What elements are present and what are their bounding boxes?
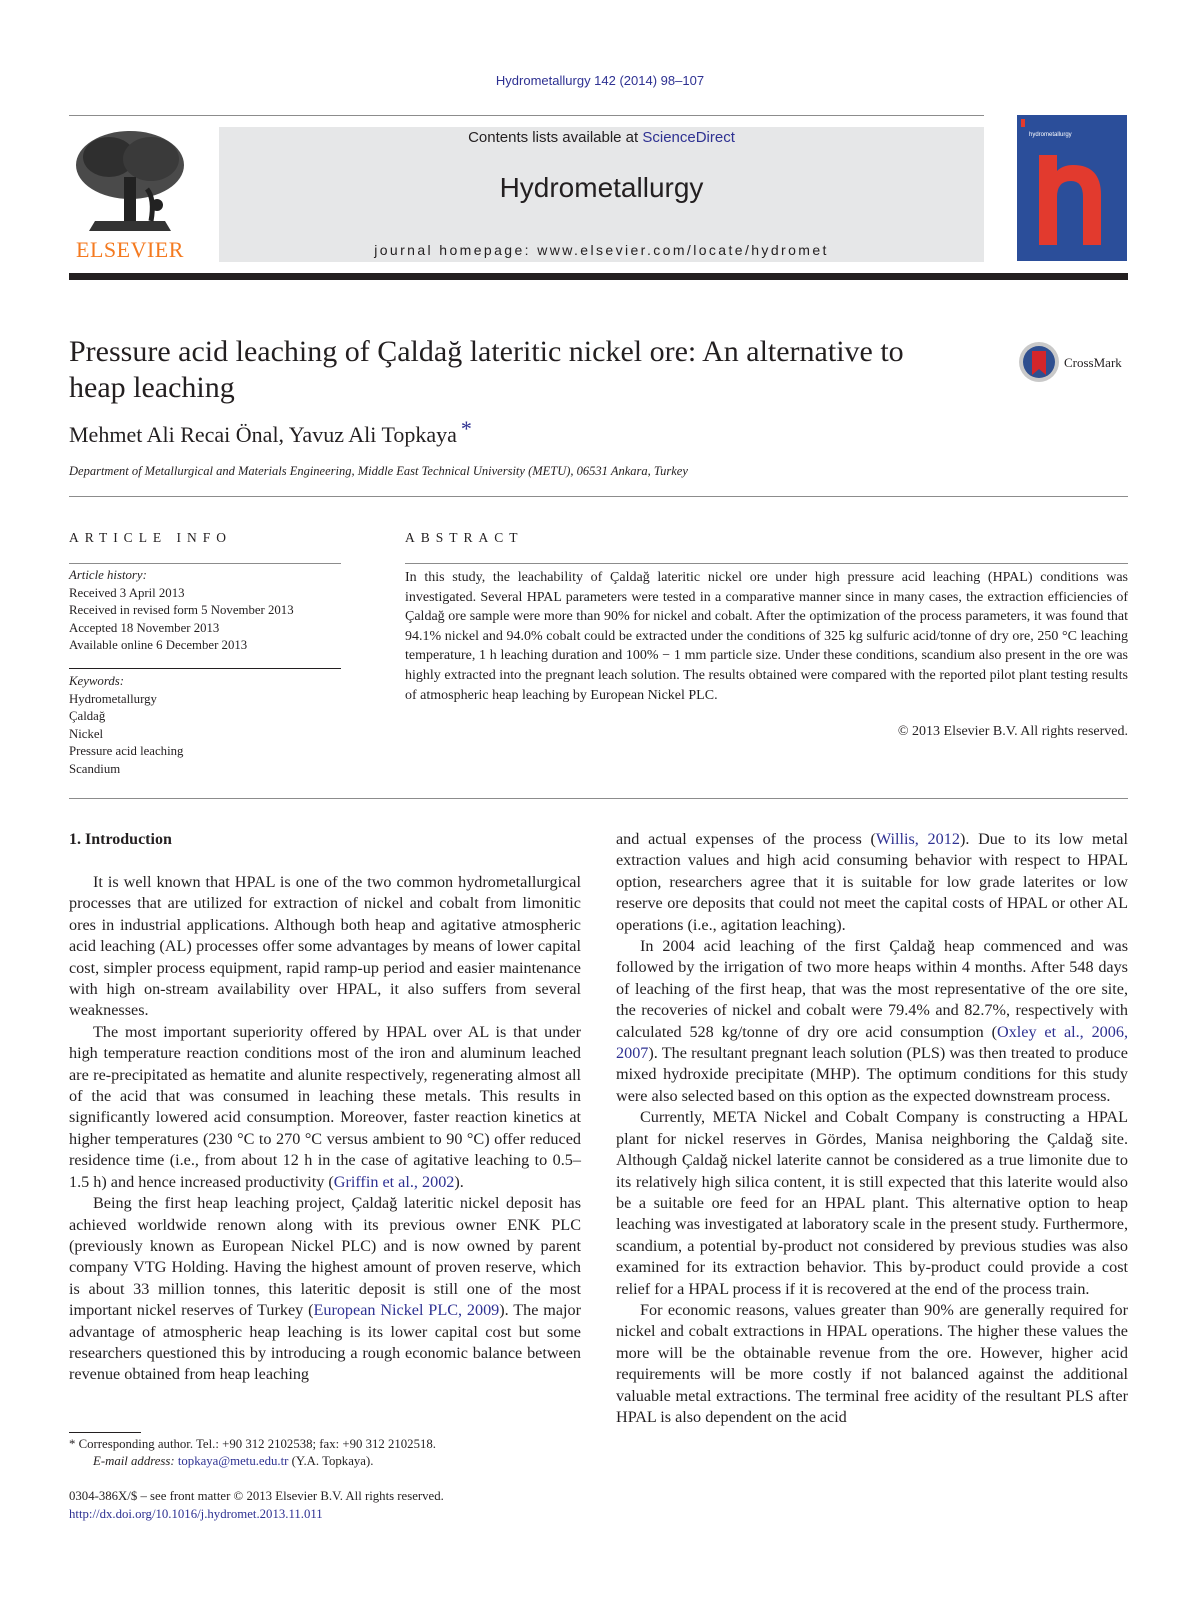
- citation-link[interactable]: Griffin et al., 2002: [333, 1172, 455, 1191]
- keyword-item: Pressure acid leaching: [69, 744, 184, 758]
- paragraph-text: and actual expenses of the process (: [616, 830, 876, 848]
- history-item: Received in revised form 5 November 2013: [69, 603, 294, 617]
- elsevier-logo: [69, 127, 191, 263]
- footnote-divider: [69, 1432, 141, 1433]
- paragraph: It is well known that HPAL is one of the two common hydrometallurgical processes that are utilized for extraction of nickel and cobalt from limonitic ores in industrial applications. Although both heap and agitative atmospheric acid leaching (AL) processes offer some advantages by means of lower capital cost, simpler process equipment, rapid ramp-up period and easier maintenance with high on-stream availability over HPAL, it also suffers from several weaknesses.: [69, 873, 581, 1020]
- article-title: Pressure acid leaching of Çaldağ lateritic nickel ore: An alternative to heap leaching: [69, 335, 904, 404]
- email-suffix: (Y.A. Topkaya).: [288, 1454, 374, 1468]
- top-divider: [69, 115, 984, 116]
- email-link[interactable]: topkaya@metu.edu.tr: [177, 1454, 289, 1468]
- keywords: [69, 673, 183, 778]
- contents-prefix: Contents lists available at: [468, 129, 643, 146]
- abstract-copyright: © 2013 Elsevier B.V. All rights reserved.: [897, 724, 1128, 739]
- keyword-item: Hydrometallurgy: [69, 691, 157, 706]
- doi-link[interactable]: http://dx.doi.org/10.1016/j.hydromet.2013.11.011: [69, 1506, 323, 1521]
- citation-link[interactable]: Oxley et al., 2006, 2007: [616, 1022, 1128, 1063]
- article-info-heading: ARTICLE INFO: [69, 530, 233, 545]
- paragraph: [616, 829, 1128, 936]
- paragraph-text: ). The resultant pregnant leach solution (PLS) was then treated to produce mixed hydroxide precipitate (MHP). The optimum conditions for this study were also selected based on this option as the expected downstream process.: [616, 1044, 1128, 1105]
- email-label: E-mail address:: [93, 1454, 178, 1468]
- body-column-right: [616, 829, 1128, 1428]
- article-history-label: Article history:: [69, 568, 147, 582]
- contents-availability-line: [219, 129, 984, 146]
- paragraph: [69, 1193, 581, 1386]
- paragraph: For economic reasons, values greater than 90% are generally required for nickel and cobalt extractions in HPAL operations. The higher these values the more will be the obtainable revenue from the ore. However, higher acid requirements will be more costly if not balanced against the additional valuable metal extractions. The terminal free acidity of the resultant PLS after HPAL is also dependent on the acid: [616, 1300, 1128, 1426]
- issn-line: 0304-386X/$ – see front matter © 2013 Elsevier B.V. All rights reserved.: [69, 1489, 444, 1503]
- header-thick-divider: [69, 273, 1128, 280]
- paragraph: [69, 1022, 581, 1193]
- history-item: Accepted 18 November 2013: [69, 620, 220, 635]
- history-item: Available online 6 December 2013: [69, 638, 248, 652]
- section-heading-introduction: 1. Introduction: [69, 831, 172, 848]
- divider: [69, 798, 1128, 799]
- article-history: [69, 567, 294, 655]
- front-matter: [69, 1488, 444, 1523]
- paragraph-text: The most important superiority offered by HPAL over AL is that under high temperature reaction conditions most of the iron and aluminum leached are re-precipitated as hematite and alunite respectively, regenerating almost all of the acid that was consumed in leaching these metals. This results in significantly lowered acid consumption. Moreover, faster reaction kinetics at higher temperatures (230 °C to 270 °C versus ambient to 90 °C) offer reduced residence time (i.e., from about 12 h in the case of agitative leaching to 0.5–1.5 h) and hence increased productivity (: [69, 1022, 581, 1191]
- journal-reference-link[interactable]: Hydrometallurgy 142 (2014) 98–107: [495, 73, 705, 88]
- keyword-item: Scandium: [69, 761, 121, 776]
- corresponding-author-note: * Corresponding author. Tel.: +90 312 2102538; fax: +90 312 2102518.: [69, 1437, 436, 1451]
- divider: [405, 563, 1128, 564]
- divider: [69, 563, 341, 564]
- tree-icon: [69, 127, 191, 237]
- keyword-item: Nickel: [69, 726, 104, 741]
- elsevier-wordmark: ELSEVIER: [76, 237, 184, 262]
- abstract-text: In this study, the leachability of Çaldağ lateritic nickel ore under high pressure acid leaching (HPAL) conditions was investigated. Several HPAL parameters were tested in a comparative manner since in many cases, the extraction efficiencies of Çaldağ ore sample were more than 90% for nickel and cobalt. After the optimization of the process parameters, it was found that 94.1% nickel and 94.0% cobalt could be extracted under the conditions of 325 kg sulfuric acid/tonne of dry ore, 250 °C leaching temperature, 1 h leaching duration and 100% − 1 mm particle size. Under these conditions, scandium also present in the ore was highly extracted into the pregnant leach solution. The results obtained were compared with the reported pilot plant testing results of atmospheric heap leaching by European Nickel PLC.: [405, 570, 1128, 703]
- journal-cover-image: [1017, 115, 1127, 261]
- abstract-heading: ABSTRACT: [405, 530, 524, 545]
- keywords-label: Keywords:: [69, 674, 124, 688]
- paragraph: Currently, META Nickel and Cobalt Company is constructing a HPAL plant for nickel reserves in Gördes, Manisa neighboring the Çaldağ site. Although Çaldağ nickel laterite cannot be considered as a true limonite due to its relatively high silica content, it is still expected that this laterite would also be a suitable ore feed for an HPAL plant. This alternative option to heap leaching was investigated at laboratory scale in the present study. Furthermore, scandium, a potential by-product not considered by previous studies was also examined for its extraction behavior. This by-product could provide a cost relief for a HPAL process if it is recovered at the end of the process train.: [616, 1108, 1128, 1298]
- history-item: Received 3 April 2013: [69, 585, 185, 600]
- crossmark-icon: [1018, 341, 1060, 383]
- author-affiliation: Department of Metallurgical and Materials Engineering, Middle East Technical University (METU), 06531 Ankara, Turkey: [69, 464, 688, 478]
- sciencedirect-link[interactable]: ScienceDirect: [642, 129, 735, 146]
- paragraph-text: ). The major advantage of atmospheric heap leaching is its lower capital cost but some researchers questioned this by introducing a rough economic balance between revenue obtained from heap leaching: [69, 1301, 582, 1384]
- body-column-left: [69, 872, 581, 1386]
- corresponding-author-marker[interactable]: *: [460, 416, 472, 441]
- crossmark-label: CrossMark: [1064, 355, 1122, 370]
- author-names: Mehmet Ali Recai Önal, Yavuz Ali Topkaya: [69, 422, 457, 447]
- paragraph: [616, 936, 1128, 1107]
- cover-title: hydrometallurgy: [1029, 132, 1072, 138]
- citation-link[interactable]: European Nickel PLC, 2009: [313, 1301, 500, 1320]
- footnote: [69, 1436, 436, 1470]
- divider: [69, 668, 341, 669]
- paragraph-text: ).: [454, 1172, 464, 1191]
- author-list: [69, 416, 472, 448]
- paragraph-text: ). Due to its low metal extraction values and high acid consuming behavior with respect to HPAL option, researchers agree that it is suitable for low grade laterites or low reserve ore deposits that could not meet the capital costs of HPAL or other AL operations (i.e., agitation leaching).: [616, 830, 1128, 934]
- paragraph-text: In 2004 acid leaching of the first Çaldağ heap commenced and was followed by the irrigation of two more heaps within 4 months. After 548 days of leaching of the first heap, that was the most representative of the ore site, the recoveries of nickel and cobalt were 79.4% and 82.7%, respectively with calculated 528 kg/tonne of dry ore acid consumption (: [616, 937, 1128, 1041]
- paragraph-text: Being the first heap leaching project, Çaldağ lateritic nickel deposit has achieved worldwide renown along with its previous owner ENK PLC (previously known as European Nickel PLC) and is now owned by parent company VTG Holding. Having the highest amount of proven reserve, which is about 33 million tonnes, this lateritic deposit is still one of the most important nickel reserves of Turkey (: [69, 1194, 581, 1320]
- journal-homepage-line: journal homepage: www.elsevier.com/locate/hydromet: [374, 242, 829, 258]
- citation-link[interactable]: Willis, 2012: [875, 830, 960, 848]
- divider: [69, 496, 1128, 497]
- journal-name: Hydrometallurgy: [499, 172, 704, 203]
- keyword-item: Çaldağ: [69, 709, 106, 723]
- crossmark-badge[interactable]: [1018, 341, 1136, 385]
- email-line: [69, 1453, 436, 1470]
